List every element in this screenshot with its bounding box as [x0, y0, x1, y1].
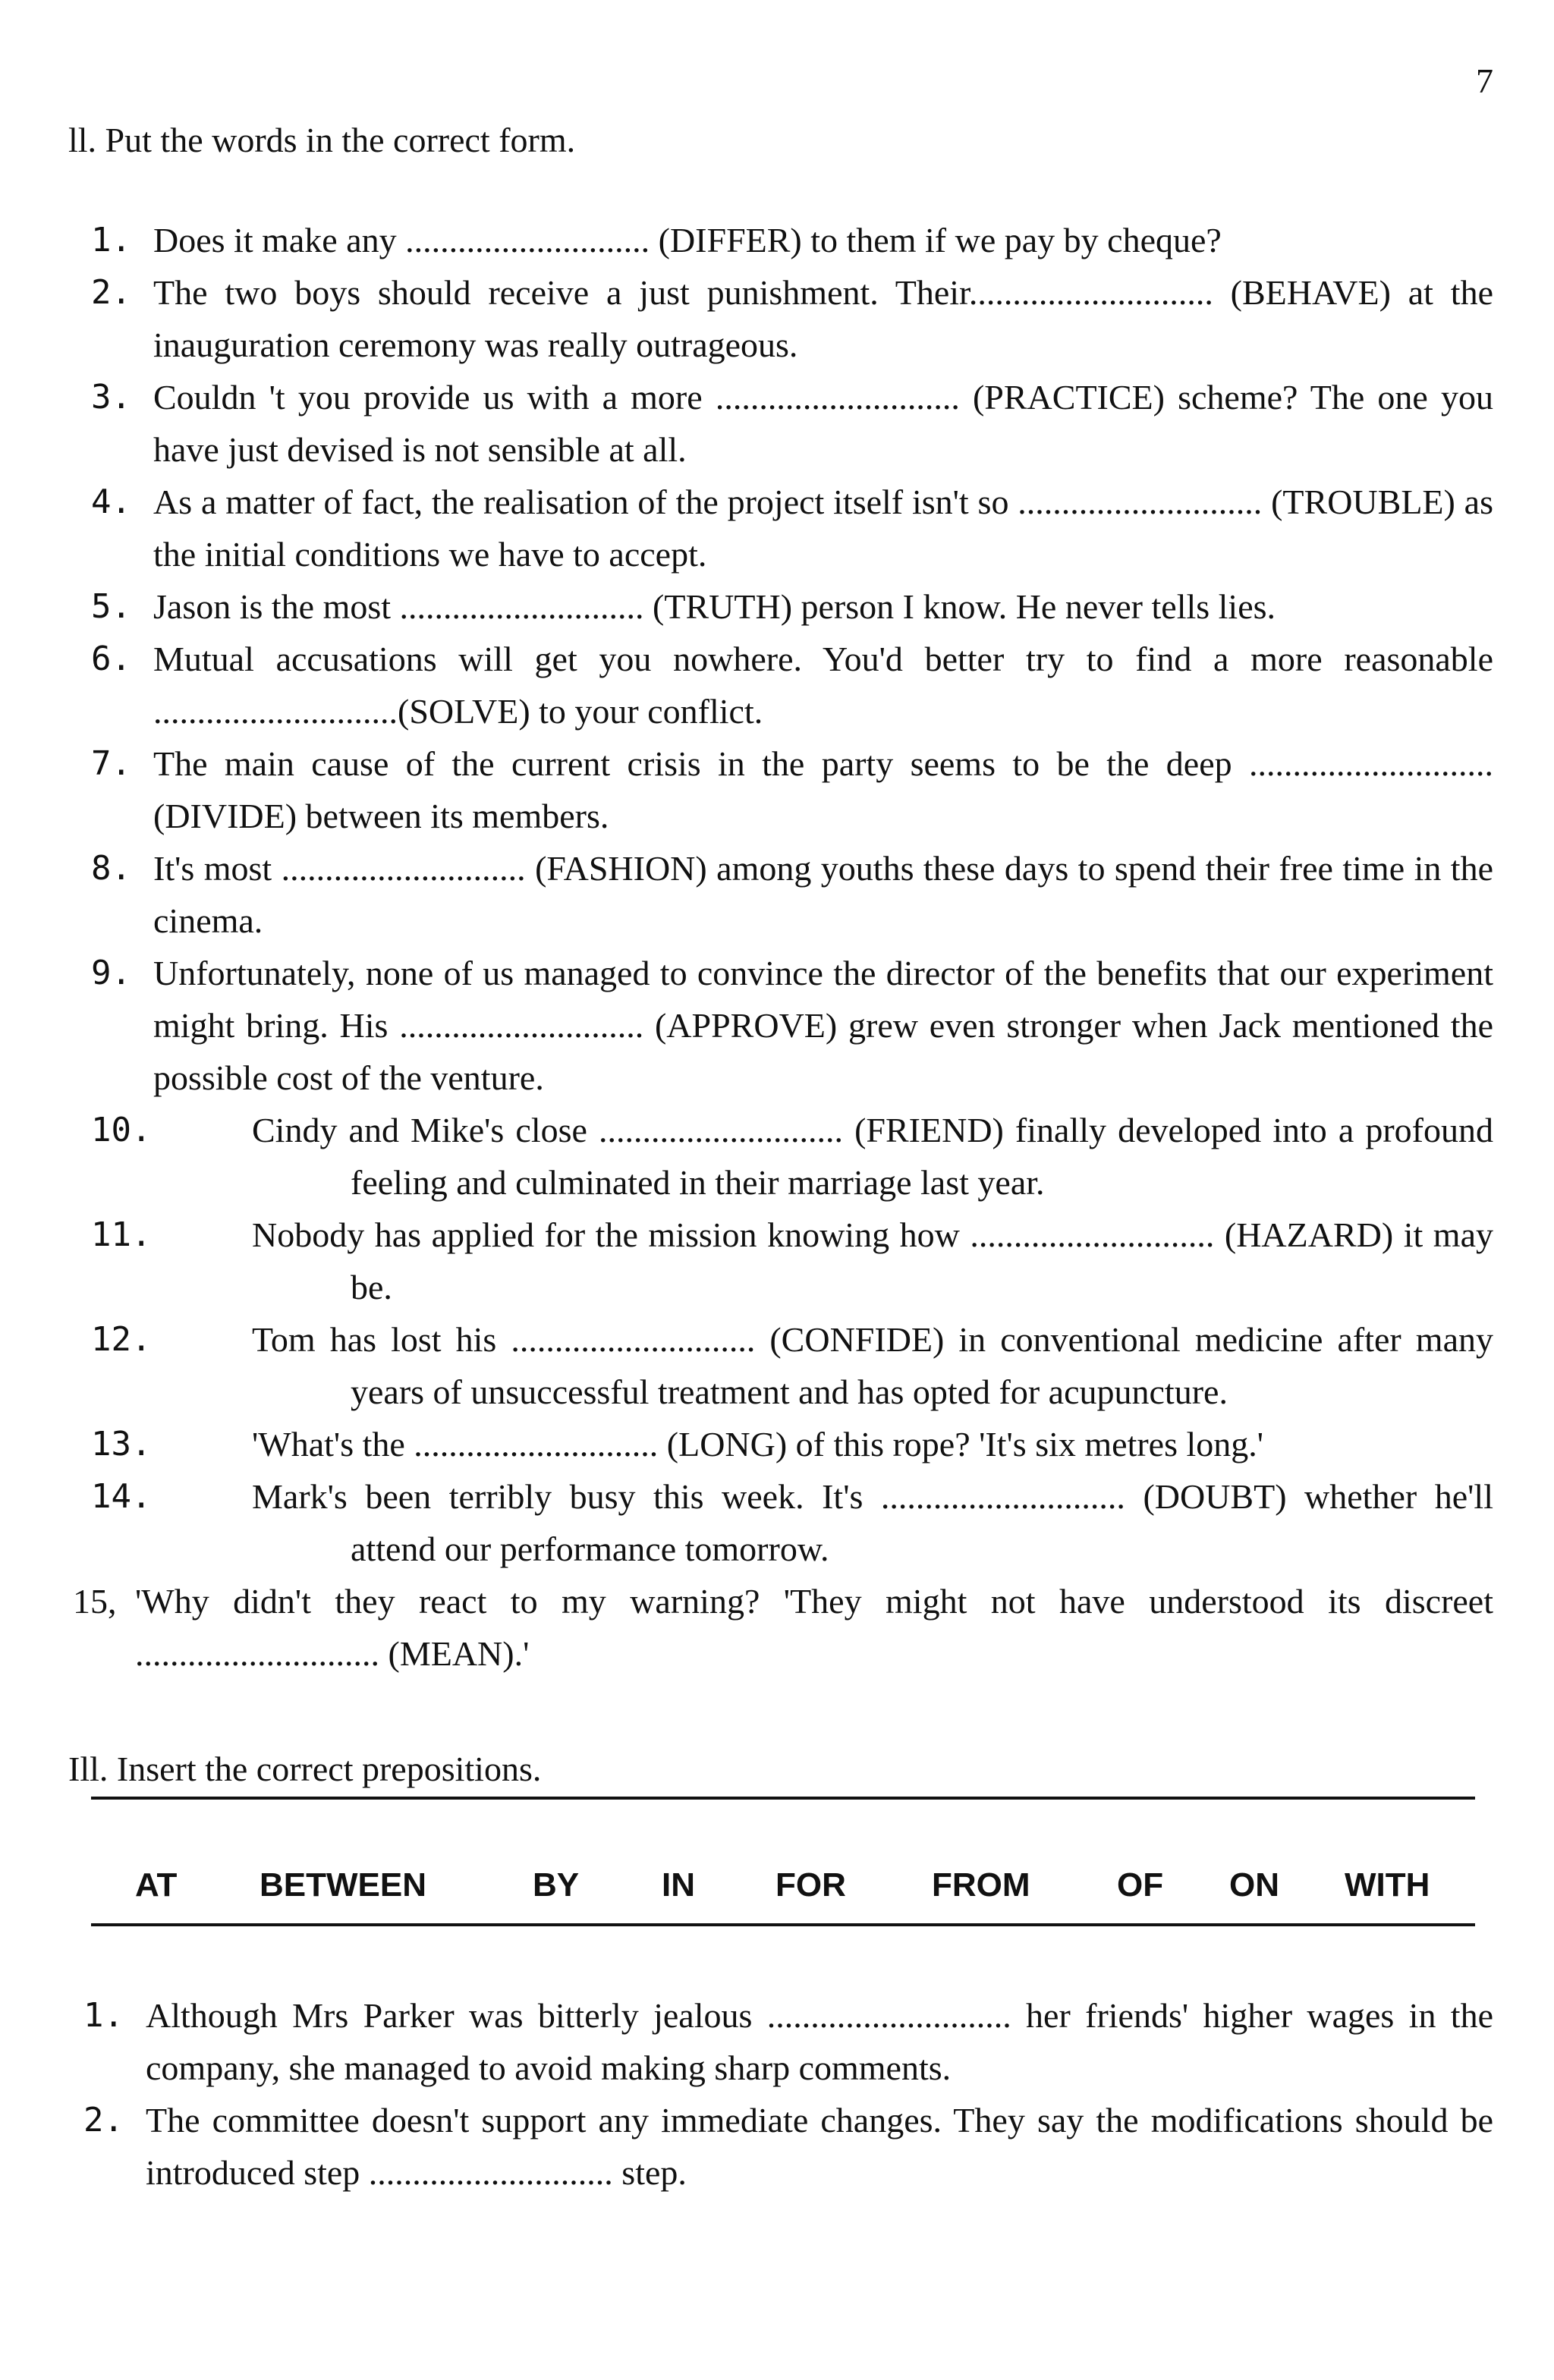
- list-item: [83, 1989, 1493, 2094]
- list-item: [91, 1418, 1493, 1470]
- item-text: Unfortunately, none of us managed to convince the director of the benefits that our experiment might bring. His ............................ (APPROVE) grew even stronger when Jack mentioned the possible cost of the venture.: [153, 954, 1493, 1097]
- item-number: 6.: [91, 640, 131, 678]
- item-text: As a matter of fact, the realisation of the project itself isn't so ............................ (TROUBLE) as the initial conditions we have to accept.: [153, 483, 1493, 574]
- item-number: 11.: [91, 1215, 152, 1254]
- item-text: Mark's been terribly busy this week. It's ............................ (DOUBT) whether he'll attend our performance tomorrow.: [252, 1477, 1493, 1568]
- list-item: [91, 1470, 1493, 1575]
- list-item: [91, 580, 1493, 633]
- item-number: 2.: [83, 2101, 124, 2139]
- word-box-item: FOR: [775, 1866, 846, 1904]
- divider: [91, 1923, 1475, 1926]
- section-heading: Ill. Insert the correct prepositions.: [68, 1750, 542, 1788]
- item-number: 15,: [73, 1582, 117, 1621]
- item-number: 4.: [91, 483, 131, 521]
- word-box-item: BY: [533, 1866, 580, 1904]
- item-text: Cindy and Mike's close ............................ (FRIEND) finally developed into a profound feeling and culminated in their marriage last year.: [252, 1111, 1493, 1202]
- item-number: 9.: [91, 954, 131, 992]
- item-number: 14.: [91, 1477, 152, 1516]
- item-text: Nobody has applied for the mission knowing how ............................ (HAZARD) it may be.: [252, 1215, 1493, 1306]
- page-number: 7: [1476, 61, 1493, 100]
- word-box-item: WITH: [1345, 1866, 1430, 1904]
- list-item: [91, 1209, 1493, 1313]
- list-item: [73, 1575, 1493, 1680]
- item-text: It's most ............................ (FASHION) among youths these days to spend their free time in the cinema.: [153, 849, 1493, 940]
- item-text: Does it make any ............................ (DIFFER) to them if we pay by cheque?: [153, 221, 1222, 259]
- list-item: [91, 266, 1493, 371]
- item-text: The two boys should receive a just punishment. Their............................ (BEHAVE) at the inauguration ceremony was really outrageous.: [153, 273, 1493, 364]
- item-text: Jason is the most ............................ (TRUTH) person I know. He never tells lies.: [153, 587, 1276, 626]
- word-box-item: IN: [662, 1866, 695, 1904]
- word-box-item: BETWEEN: [260, 1866, 426, 1904]
- exercise-list: [73, 214, 1493, 1680]
- list-item: [91, 214, 1493, 266]
- item-number: 3.: [91, 378, 131, 417]
- word-box-item: OF: [1117, 1866, 1164, 1904]
- item-number: 1.: [83, 1996, 124, 2035]
- list-item: [91, 371, 1493, 476]
- item-text: Couldn 't you provide us with a more ............................ (PRACTICE) scheme? The one you have just devised is not sensible at all.: [153, 378, 1493, 469]
- item-number: 12.: [91, 1320, 152, 1359]
- exercise-list: [83, 1989, 1493, 2199]
- divider: [91, 1797, 1475, 1800]
- item-text: The main cause of the current crisis in the party seems to be the deep ............................(DIVIDE) between its members.: [153, 744, 1493, 835]
- list-item: [91, 476, 1493, 580]
- word-box-item: ON: [1229, 1866, 1279, 1904]
- item-text: The committee doesn't support any immediate changes. They say the modifications should be introduced step ............................ step.: [146, 2101, 1493, 2192]
- list-item: [91, 1104, 1493, 1209]
- item-number: 10.: [91, 1111, 152, 1149]
- item-text: Mutual accusations will get you nowhere. You'd better try to find a more reasonable ............................(SOLVE) to your conflict.: [153, 640, 1493, 731]
- word-box-item: FROM: [932, 1866, 1030, 1904]
- item-text: Although Mrs Parker was bitterly jealous ............................ her friends' higher wages in the company, she managed to avoid making sharp comments.: [146, 1996, 1493, 2087]
- list-item: [91, 1313, 1493, 1418]
- item-number: 1.: [91, 221, 131, 259]
- item-text: 'Why didn't they react to my warning? 'They might not have understood its discreet ............................ (MEAN).': [135, 1582, 1493, 1673]
- list-item: [91, 633, 1493, 737]
- item-text: Tom has lost his ............................ (CONFIDE) in conventional medicine after many years of unsuccessful treatment and has opted for acupuncture.: [252, 1320, 1493, 1411]
- list-item: [91, 842, 1493, 947]
- item-number: 13.: [91, 1425, 152, 1464]
- item-number: 5.: [91, 587, 131, 626]
- item-number: 2.: [91, 273, 131, 312]
- item-number: 7.: [91, 744, 131, 783]
- item-number: 8.: [91, 849, 131, 888]
- item-text: 'What's the ............................ (LONG) of this rope? 'It's six metres long.': [252, 1425, 1264, 1464]
- word-box-item: AT: [135, 1866, 178, 1904]
- section-heading: ll. Put the words in the correct form.: [68, 121, 576, 159]
- list-item: [83, 2094, 1493, 2199]
- list-item: [91, 737, 1493, 842]
- list-item: [91, 947, 1493, 1104]
